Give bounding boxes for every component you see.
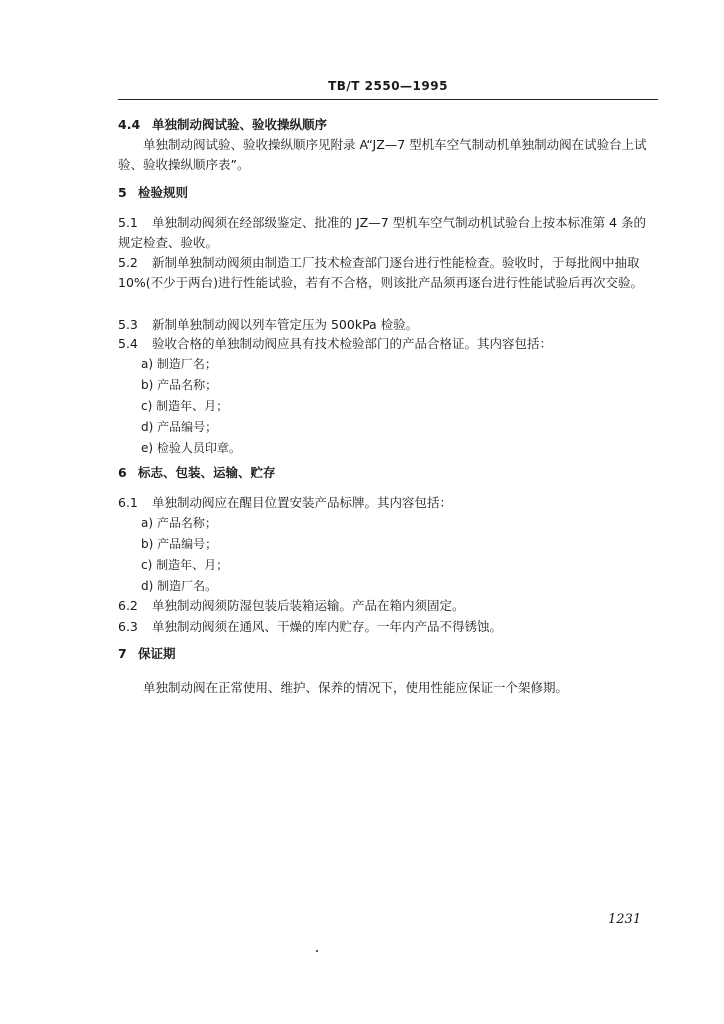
clause-text: 单独制动阀须在通风、干燥的库内贮存。一年内产品不得锈蚀。 (152, 619, 503, 634)
section-number: 5 (118, 185, 127, 200)
section-title: 检验规则 (138, 185, 189, 200)
list-item: a) 产品名称； (141, 516, 217, 530)
section-number: 6 (118, 465, 127, 480)
list-item: d) 产品编号； (141, 420, 218, 434)
section-4-4-heading (118, 115, 658, 135)
clause-number: 6.2 (118, 598, 138, 613)
standard-header: TB/T 2550—1995 (328, 79, 448, 93)
clause-text: 单独制动阀须防湿包装后装箱运输。产品在箱内须固定。 (152, 598, 465, 613)
section-number: 4.4 (118, 117, 141, 132)
list-item: c) 制造年、月； (141, 399, 229, 413)
scan-speck (316, 950, 318, 952)
clause-number: 5.1 (118, 215, 138, 230)
clause-5-3 (118, 315, 658, 335)
clause-6-2 (118, 596, 658, 616)
list-item: a) 制造厂名； (141, 357, 217, 371)
clause-text: 验收合格的单独制动阀应具有技术检验部门的产品合格证。其内容包括： (152, 336, 553, 351)
clause-6-3 (118, 617, 658, 637)
clause-number: 6.1 (118, 495, 138, 510)
list-item: b) 产品编号； (141, 537, 218, 551)
list-item: e) 检验人员印章。 (141, 441, 241, 455)
page-number: 1231 (608, 912, 642, 927)
clause-text: 新制单独制动阀以列车管定压为 500kPa 检验。 (152, 317, 419, 332)
section-7-body: 单独制动阀在正常使用、维护、保养的情况下，使用性能应保证一个架修期。 (143, 680, 569, 695)
clause-text: 新制单独制动阀须由制造工厂技术检查部门逐台进行性能检查。验收时，于每批阀中抽取 10%(不少于两台)进行性能试验，若有不合格，则该批产品须再逐台进行性能试验后再次交验。 (118, 255, 644, 290)
section-4-4-body: 单独制动阀试验、验收操纵顺序见附录 A“JZ—7 型机车空气制动机单独制动阀在试验台上试验、验收操纵顺序表”。 (118, 137, 647, 172)
clause-6-1-list (141, 513, 228, 597)
clause-5-4-list (141, 354, 241, 459)
clause-text: 单独制动阀应在醒目位置安装产品标牌。其内容包括： (152, 495, 453, 510)
header-rule (118, 99, 658, 100)
clause-5-4 (118, 334, 658, 354)
clause-text: 单独制动阀须在经部级鉴定、批准的 JZ—7 型机车空气制动机试验台上按本标准第 4 条的规定检查、验收。 (118, 215, 647, 250)
list-item: c) 制造年、月； (141, 558, 229, 572)
section-title: 保证期 (138, 646, 176, 661)
list-item: b) 产品名称； (141, 378, 218, 392)
section-title: 单独制动阀试验、验收操纵顺序 (152, 117, 328, 132)
clause-number: 5.3 (118, 317, 138, 332)
section-5-heading (118, 183, 658, 203)
clause-6-1 (118, 493, 658, 513)
section-7-heading (118, 644, 658, 664)
clause-number: 5.4 (118, 336, 138, 351)
clause-5-1 (118, 213, 658, 253)
clause-number: 6.3 (118, 619, 138, 634)
section-title: 标志、包装、运输、贮存 (138, 465, 276, 480)
clause-5-2 (118, 253, 658, 293)
clause-number: 5.2 (118, 255, 138, 270)
list-item: d) 制造厂名。 (141, 579, 218, 593)
section-number: 7 (118, 646, 127, 661)
section-6-heading (118, 463, 658, 483)
